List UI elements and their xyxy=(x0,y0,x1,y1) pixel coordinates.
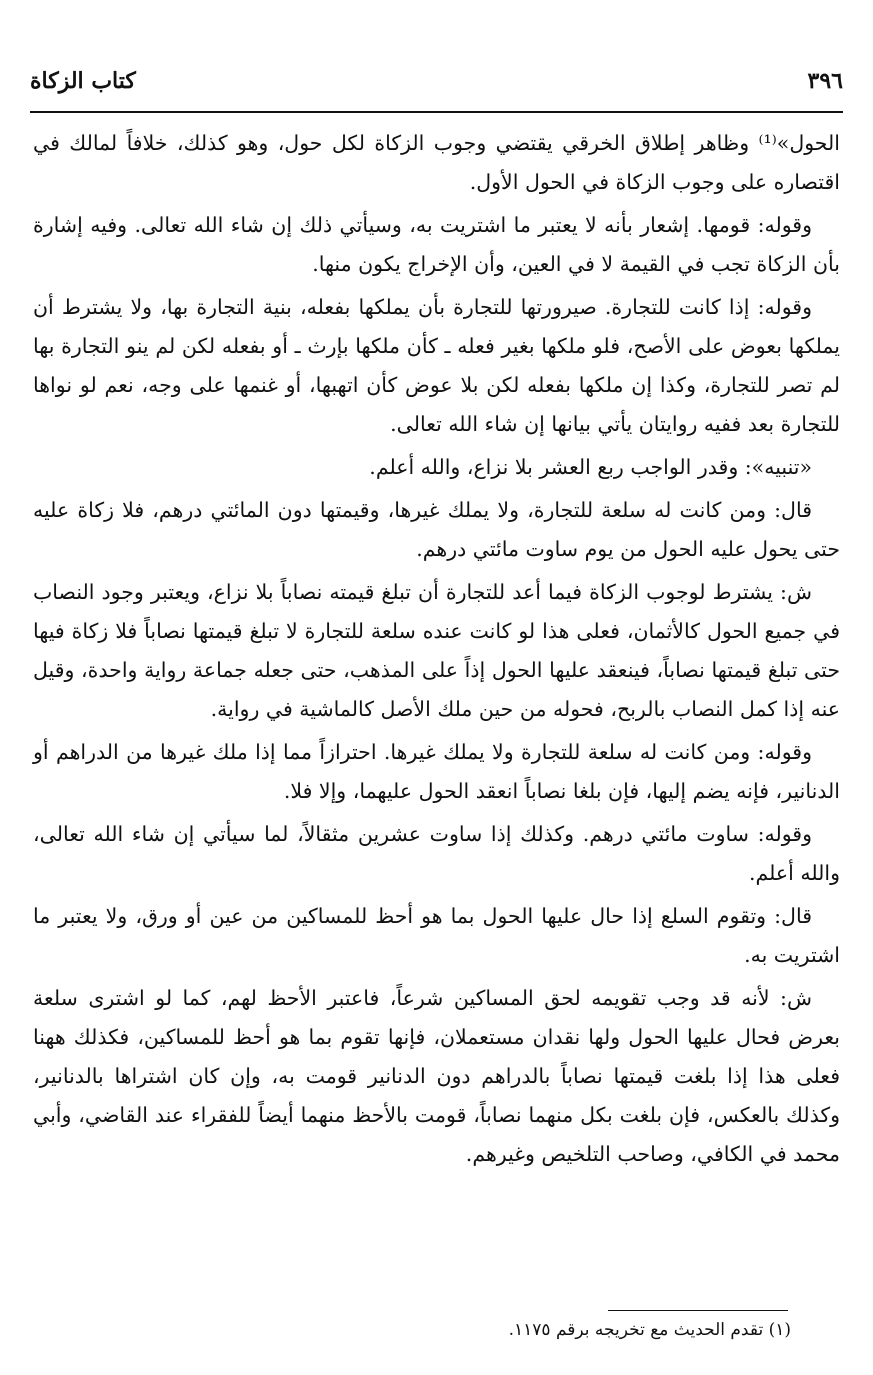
footnote-divider xyxy=(608,1310,788,1311)
chapter-title: كتاب الزكاة xyxy=(30,68,136,94)
paragraph: الحول»⁽¹⁾ وظاهر إطلاق الخرقي يقتضي وجوب الزكاة لكل حول، وهو كذلك، خلافاً لمالك في اقتصاره على وجوب الزكاة في الحول الأول. xyxy=(33,131,840,194)
paragraph: «تنبيه»: وقدر الواجب ربع العشر بلا نزاع، والله أعلم. xyxy=(369,455,812,479)
paragraph: قال: وتقوم السلع إذا حال عليها الحول بما هو أحظ للمساكين من عين أو ورق، ولا يعتبر ما اشتريت به. xyxy=(33,904,840,967)
paragraph: وقوله: إذا كانت للتجارة. صيرورتها للتجارة بأن يملكها بفعله، بنية التجارة بها، ولا يشترط أن يملكها بعوض على الأصح، فلو ملكها بغير فعله ـ كأن ملكها بإرث ـ أو بفعله لكن لم ينو التجارة بها لم تصر للتجارة، وكذا إن ملكها بفعله لكن بلا عوض كأن اتهبها، أو غنمها على وجه، نعم لو نواها للتجارة بعد ففيه روايتان يأتي بيانها إن شاء الله تعالى. xyxy=(33,295,840,436)
page-header xyxy=(30,68,843,110)
paragraph: وقوله: ساوت مائتي درهم. وكذلك إذا ساوت عشرين مثقالاً، لما سيأتي إن شاء الله تعالى، والله أعلم. xyxy=(33,822,840,885)
paragraph: وقوله: قومها. إشعار بأنه لا يعتبر ما اشتريت به، وسيأتي ذلك إن شاء الله تعالى. وفيه إشارة بأن الزكاة تجب في القيمة لا في العين، وأن الإخراج يكون منها. xyxy=(33,213,840,276)
paragraph: قال: ومن كانت له سلعة للتجارة، ولا يملك غيرها، وقيمتها دون المائتي درهم، فلا زكاة عليه حتى يحول عليه الحول من يوم ساوت مائتي درهم. xyxy=(33,498,840,561)
paragraph: وقوله: ومن كانت له سلعة للتجارة ولا يملك غيرها. احترازاً مما إذا ملك غيرها من الدراهم أو الدنانير، فإنه يضم إليها، فإن بلغا نصاباً انعقد الحول عليهما، وإلا فلا. xyxy=(33,740,840,803)
paragraph: ش: يشترط لوجوب الزكاة فيما أعد للتجارة أن تبلغ قيمته نصاباً بلا نزاع، ويعتبر وجود النصاب في جميع الحول كالأثمان، فعلى هذا لو كانت عنده سلعة للتجارة لا تبلغ قيمتها نصاباً فلا زكاة فيها حتى تبلغ قيمتها نصاباً، فينعقد عليها الحول إذاً على المذهب، حتى جعله جماعة رواية واحدة، وقيل عنه إذا كمل النصاب بالربح، فحوله من حين ملك الأصل كالماشية في رواية. xyxy=(33,580,840,721)
header-divider xyxy=(30,111,843,113)
main-text xyxy=(33,124,840,1178)
paragraph: ش: لأنه قد وجب تقويمه لحق المساكين شرعاً، فاعتبر الأحظ لهم، كما لو اشترى سلعة بعرض فحال عليها الحول ولها نقدان مستعملان، فإنها تقوم بما هو أحظ للمساكين، فكذلك ههنا فعلى هذا إذا بلغت قيمتها نصاباً بالدراهم دون الدنانير قومت به، وإن كان اشتراها بالدنانير، وكذلك بالعكس، فإن بلغت بكل منهما نصاباً، قومت بالأحظ منهما أيضاً للفقراء عند القاضي، وأبي محمد في الكافي، وصاحب التلخيص وغيرهم. xyxy=(33,986,840,1166)
footnote: (١) تقدم الحديث مع تخريجه برقم ١١٧٥. xyxy=(508,1320,791,1340)
page-number: ٣٩٦ xyxy=(807,68,843,94)
